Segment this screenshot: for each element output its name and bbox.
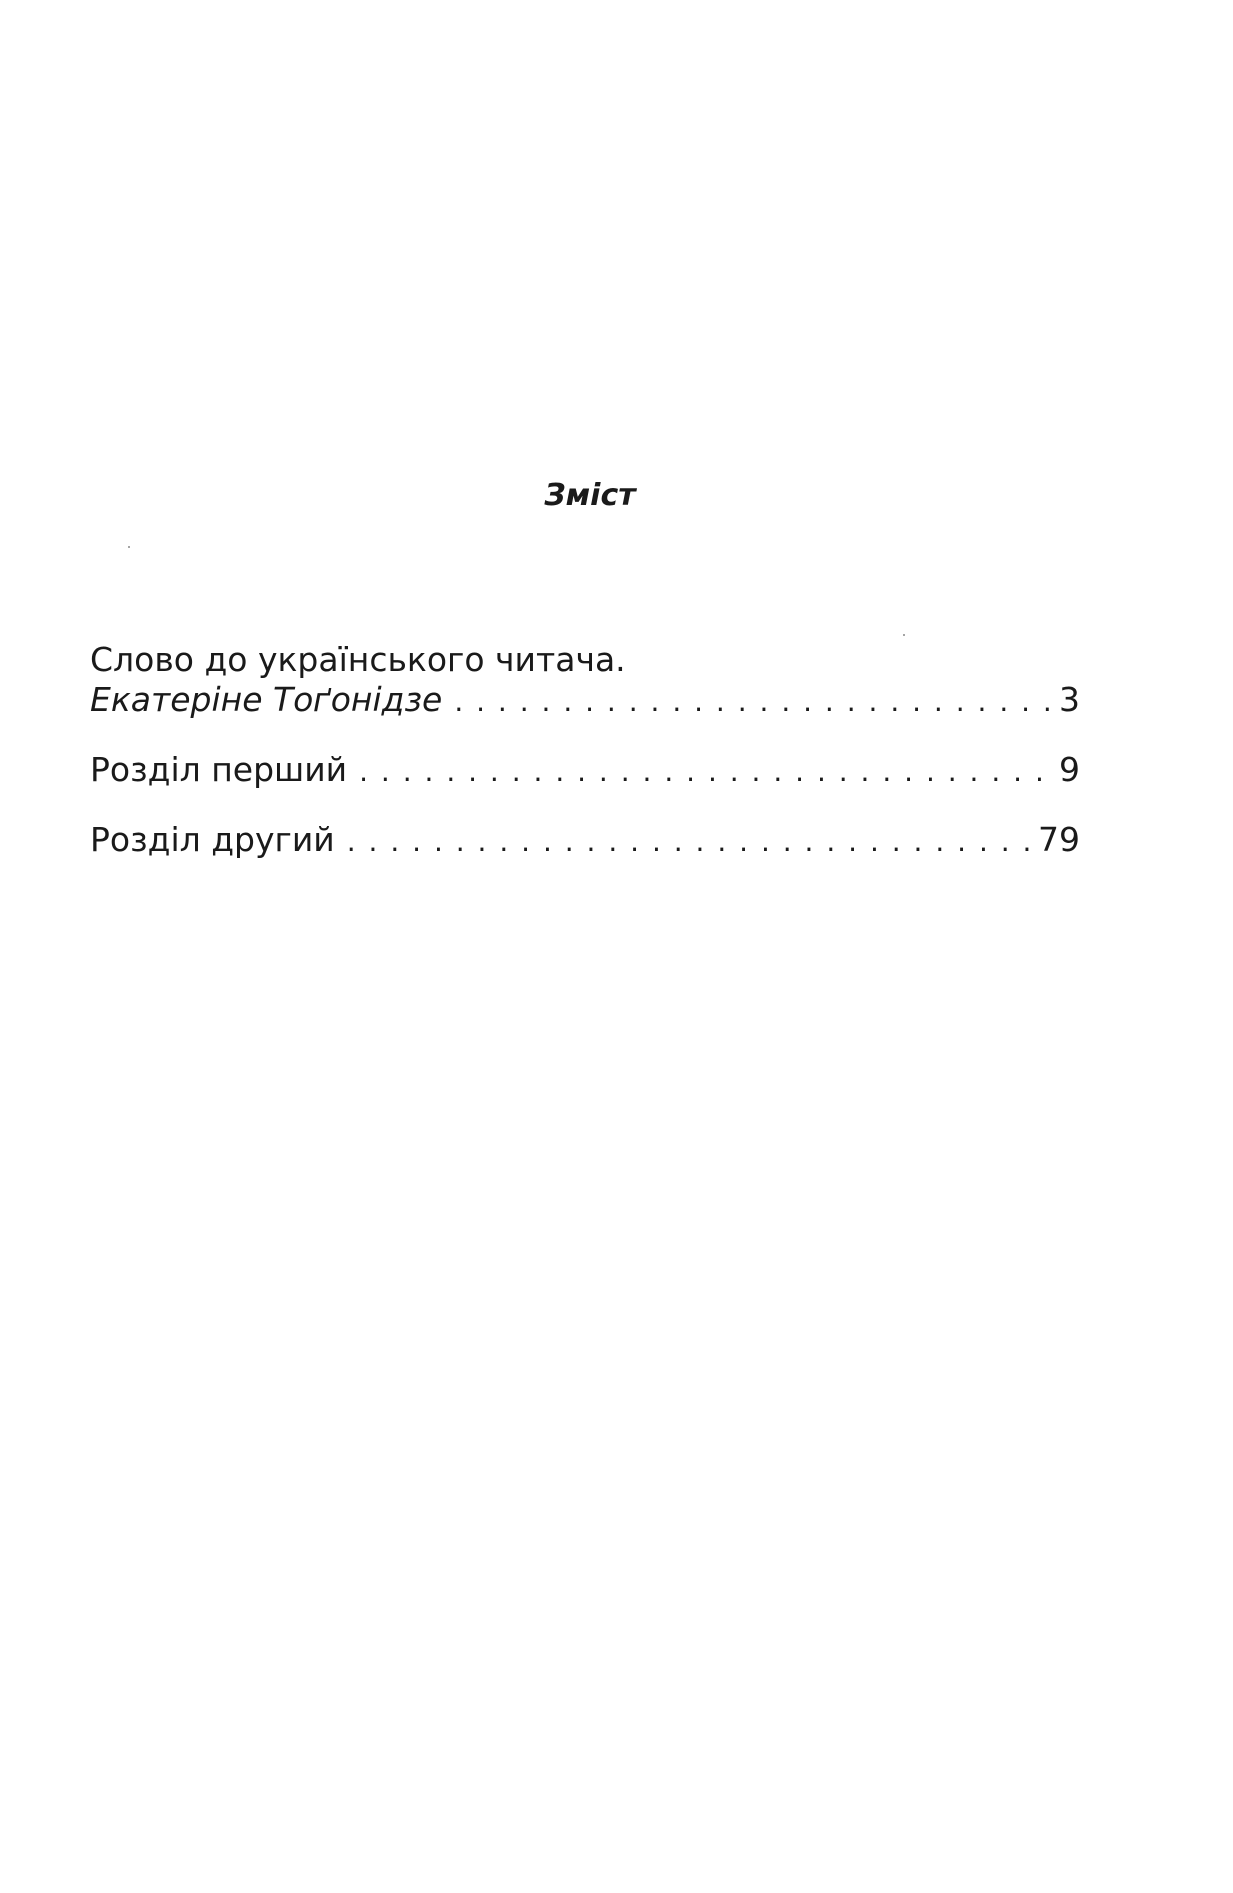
toc-entry-chapter-2[interactable] bbox=[90, 820, 1080, 862]
toc-entry-chapter-1[interactable] bbox=[90, 750, 1080, 792]
toc-entry-title: Слово до українського читача. bbox=[90, 640, 626, 679]
toc-entry-line bbox=[90, 820, 1080, 862]
scan-speck bbox=[128, 546, 130, 548]
toc-entry-title: Розділ другий bbox=[90, 820, 335, 859]
dot-leader bbox=[359, 752, 1055, 792]
scan-speck bbox=[903, 634, 905, 636]
toc-entry-first-line bbox=[90, 640, 1080, 680]
toc-entry-author: Екатеріне Тоґонідзе bbox=[90, 680, 443, 719]
toc-entry-foreword[interactable] bbox=[90, 640, 1080, 722]
toc-page-number: 3 bbox=[1059, 680, 1080, 719]
dot-leader bbox=[454, 682, 1055, 722]
toc-page-number: 79 bbox=[1038, 820, 1080, 859]
toc-entry-line bbox=[90, 750, 1080, 792]
toc-entry-title: Розділ перший bbox=[90, 750, 348, 789]
toc-title: Зміст bbox=[544, 478, 636, 513]
toc-entry-line bbox=[90, 680, 1080, 722]
toc-list bbox=[90, 640, 1080, 890]
toc-page-number: 9 bbox=[1059, 750, 1080, 789]
dot-leader bbox=[347, 822, 1034, 862]
